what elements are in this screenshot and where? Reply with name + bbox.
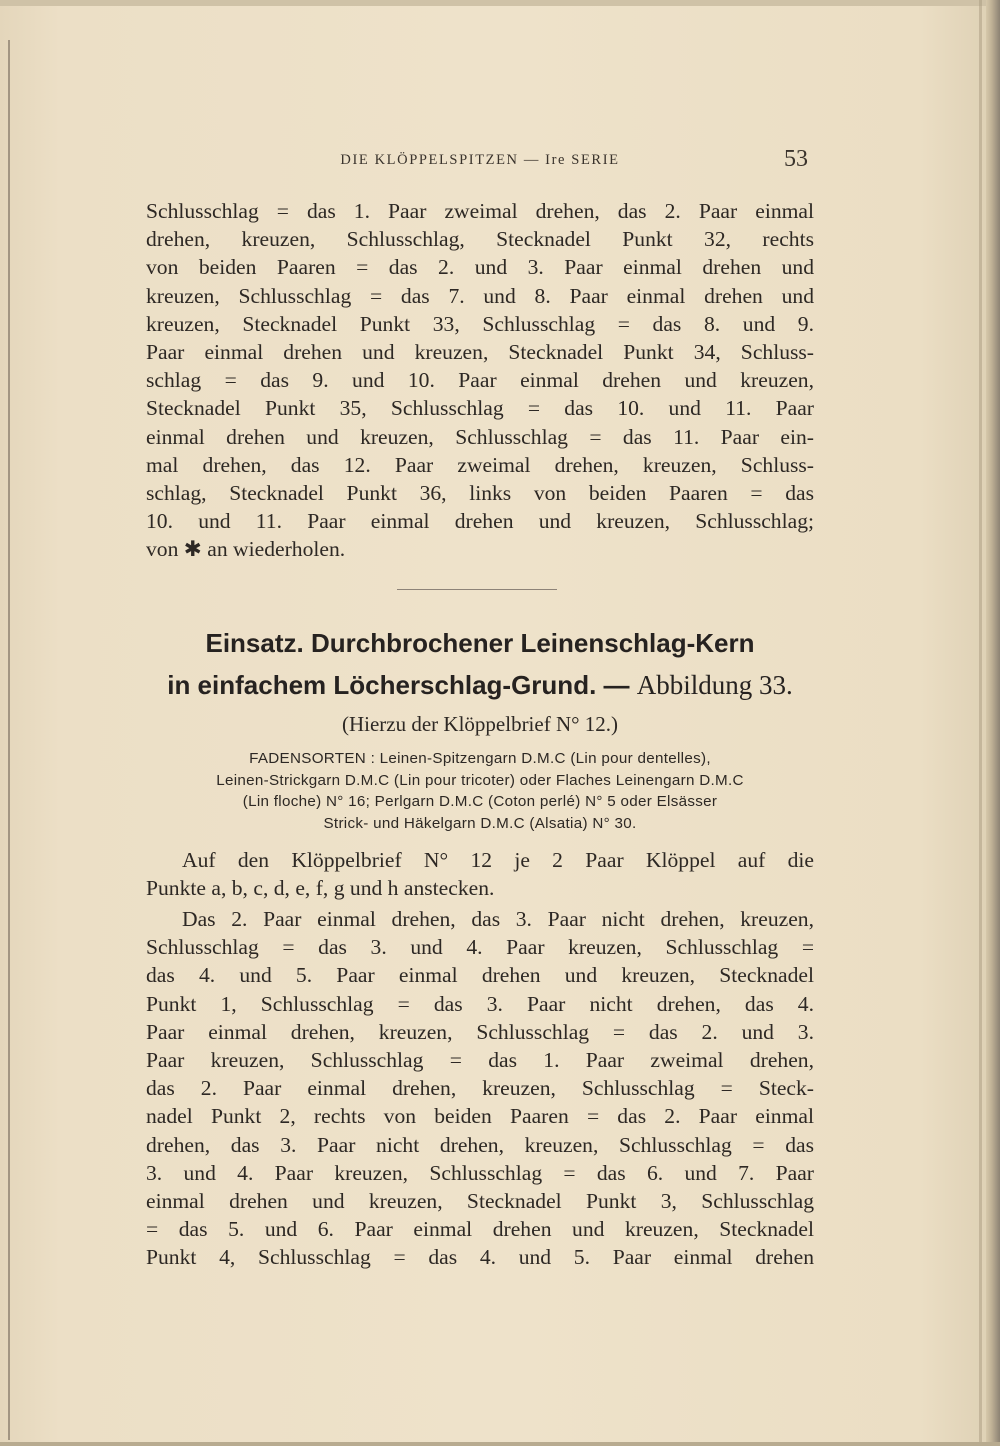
thread-types-line: FADENSORTEN : Leinen-Spitzengarn D.M.C (Lin pour dentelles), xyxy=(249,750,711,767)
text-line: einmal drehen und kreuzen, Stecknadel Punkt 3, Schlusschlag xyxy=(146,1189,814,1214)
page-bottom-edge xyxy=(0,1442,1000,1446)
text-line: kreuzen, Schlusschlag = das 7. und 8. Paar einmal drehen und xyxy=(146,283,814,308)
text-line: Paar einmal drehen und kreuzen, Stecknadel Punkt 34, Schluss- xyxy=(146,340,814,365)
paragraph-continuation xyxy=(146,197,814,564)
text-line: = das 5. und 6. Paar einmal drehen und kreuzen, Stecknadel xyxy=(146,1217,814,1242)
text-line: Schlusschlag = das 1. Paar zweimal drehen, das 2. Paar einmal xyxy=(146,199,814,223)
section-heading-line-1: Einsatz. Durchbrochener Leinenschlag-Kern xyxy=(205,628,755,658)
pattern-reference: (Hierzu der Klöppelbrief N° 12.) xyxy=(341,712,619,736)
text-line: Punkt 1, Schlusschlag = das 3. Paar nicht drehen, das 4. xyxy=(146,991,814,1016)
text-line: drehen, das 3. Paar nicht drehen, kreuzen, Schlusschlag = das xyxy=(146,1132,814,1157)
page-top-edge xyxy=(0,0,1000,6)
text-line: schlag = das 9. und 10. Paar einmal drehen und kreuzen, xyxy=(146,368,814,393)
text-line: einmal drehen und kreuzen, Schlusschlag = das 11. Paar ein- xyxy=(146,424,814,449)
text-line: Schlusschlag = das 3. und 4. Paar kreuzen, Schlusschlag = xyxy=(146,935,814,960)
thread-types-line: Strick- und Häkelgarn D.M.C (Alsatia) N° 30. xyxy=(323,814,637,832)
text-line: drehen, kreuzen, Schlusschlag, Stecknadel Punkt 32, rechts xyxy=(146,227,814,252)
text-line: nadel Punkt 2, rechts von beiden Paaren = das 2. Paar einmal xyxy=(146,1104,814,1129)
text-line: Stecknadel Punkt 35, Schlusschlag = das 10. und 11. Paar xyxy=(146,396,814,421)
running-header-title: DIE KLÖPPELSPITZEN — Ire SERIE xyxy=(340,152,620,168)
text-line: kreuzen, Stecknadel Punkt 33, Schlusschlag = das 8. und 9. xyxy=(146,311,814,336)
text-line: mal drehen, das 12. Paar zweimal drehen, kreuzen, Schluss- xyxy=(146,452,814,477)
thread-types-line: (Lin floche) N° 16; Perlgarn D.M.C (Coton perlé) N° 5 oder Elsässer xyxy=(242,793,718,810)
section-heading-bold: in einfachem Löcherschlag-Grund. — xyxy=(167,670,630,700)
thread-types xyxy=(146,748,814,834)
text-line: schlag, Stecknadel Punkt 36, links von beiden Paaren = das xyxy=(146,481,814,506)
figure-reference: Abbildung 33. xyxy=(636,670,793,700)
text-line: Punkt 4, Schlusschlag = das 4. und 5. Paar einmal drehen xyxy=(146,1245,814,1270)
text-line: Paar kreuzen, Schlusschlag = das 1. Paar zweimal drehen, xyxy=(146,1048,814,1073)
text-line: Auf den Klöppelbrief N° 12 je 2 Paar Klöppel auf die xyxy=(182,848,814,872)
thread-types-line: Leinen-Strickgarn D.M.C (Lin pour tricoter) oder Flaches Leinengarn D.M.C xyxy=(216,771,744,789)
binding-edge xyxy=(8,40,10,1440)
page-fold-line xyxy=(979,0,982,1446)
paragraph-instructions xyxy=(146,905,814,1272)
page-number: 53 xyxy=(784,146,808,172)
text-line: Paar einmal drehen, kreuzen, Schlusschlag = das 2. und 3. xyxy=(146,1019,814,1044)
paragraph-setup xyxy=(146,846,814,902)
text-line: Das 2. Paar einmal drehen, das 3. Paar nicht drehen, kreuzen, xyxy=(182,907,814,931)
section-heading-line-2 xyxy=(146,670,814,701)
text-line: das 2. Paar einmal drehen, kreuzen, Schlusschlag = Steck- xyxy=(146,1076,814,1101)
text-line: 3. und 4. Paar kreuzen, Schlusschlag = das 6. und 7. Paar xyxy=(146,1160,814,1185)
running-header xyxy=(146,146,814,172)
text-line: von beiden Paaren = das 2. und 3. Paar einmal drehen und xyxy=(146,255,814,280)
section-divider xyxy=(397,589,557,590)
text-line: 10. und 11. Paar einmal drehen und kreuzen, Schlusschlag; xyxy=(146,509,814,534)
page-right-edge xyxy=(986,0,1000,1446)
text-line: von ✱ an wiederholen. xyxy=(146,537,346,562)
text-line: das 4. und 5. Paar einmal drehen und kreuzen, Stecknadel xyxy=(146,963,814,988)
text-line: Punkte a, b, c, d, e, f, g und h anstecken. xyxy=(146,876,495,901)
